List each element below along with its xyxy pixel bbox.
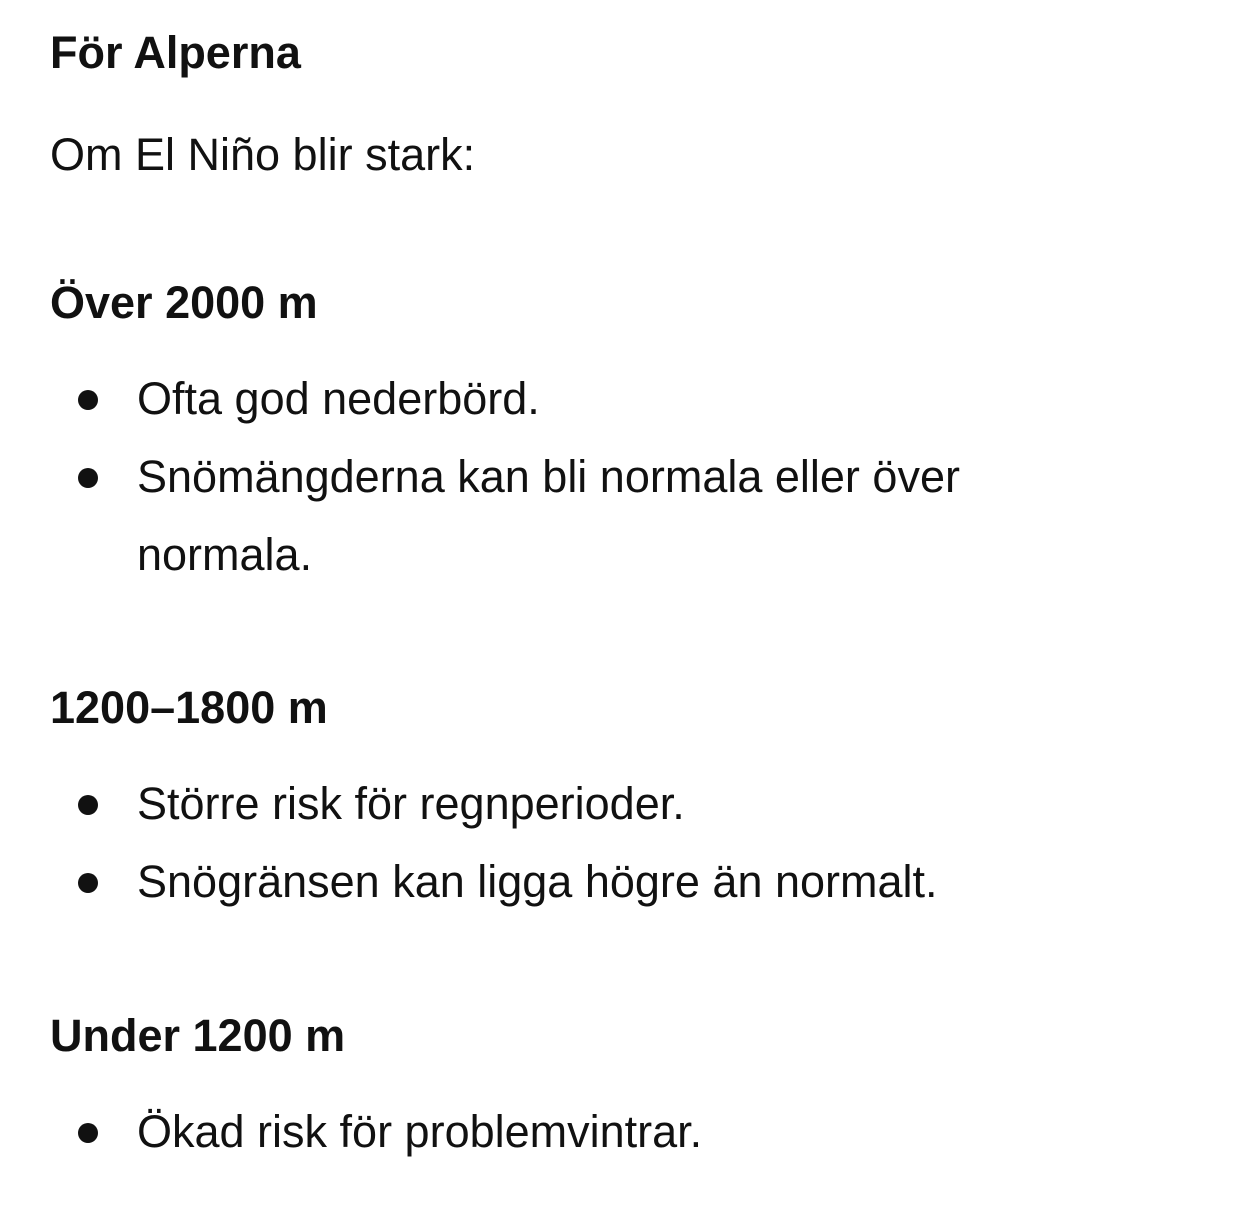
list-item (0, 1093, 1187, 1171)
bullet-icon (78, 390, 98, 410)
list-item (0, 438, 997, 594)
bullet-icon (78, 873, 98, 893)
bullet-icon (78, 1123, 98, 1143)
intro-text: Om El Niño blir stark: (50, 129, 476, 180)
section-list-1200-1800 (0, 765, 1187, 921)
section-list-under-1200 (0, 1093, 1187, 1171)
page-title: För Alperna (50, 27, 301, 78)
list-item-text: Ofta god nederbörd. (137, 373, 540, 424)
section-list-over-2000 (0, 360, 1037, 594)
bullet-icon (78, 468, 98, 488)
list-item-text: Snömängderna kan bli normala eller över normala. (137, 451, 960, 580)
list-item-text: Ökad risk för problemvintrar. (137, 1106, 703, 1157)
bullet-icon (78, 795, 98, 815)
list-item (0, 765, 1187, 843)
list-item-text: Större risk för regnperioder. (137, 778, 685, 829)
list-item-text: Snögränsen kan ligga högre än normalt. (137, 856, 938, 907)
list-item (0, 360, 1037, 438)
list-item (0, 843, 1187, 921)
section-heading-over-2000: Över 2000 m (50, 277, 318, 328)
section-heading-1200-1800: 1200–1800 m (50, 682, 328, 733)
section-heading-under-1200: Under 1200 m (50, 1010, 346, 1061)
